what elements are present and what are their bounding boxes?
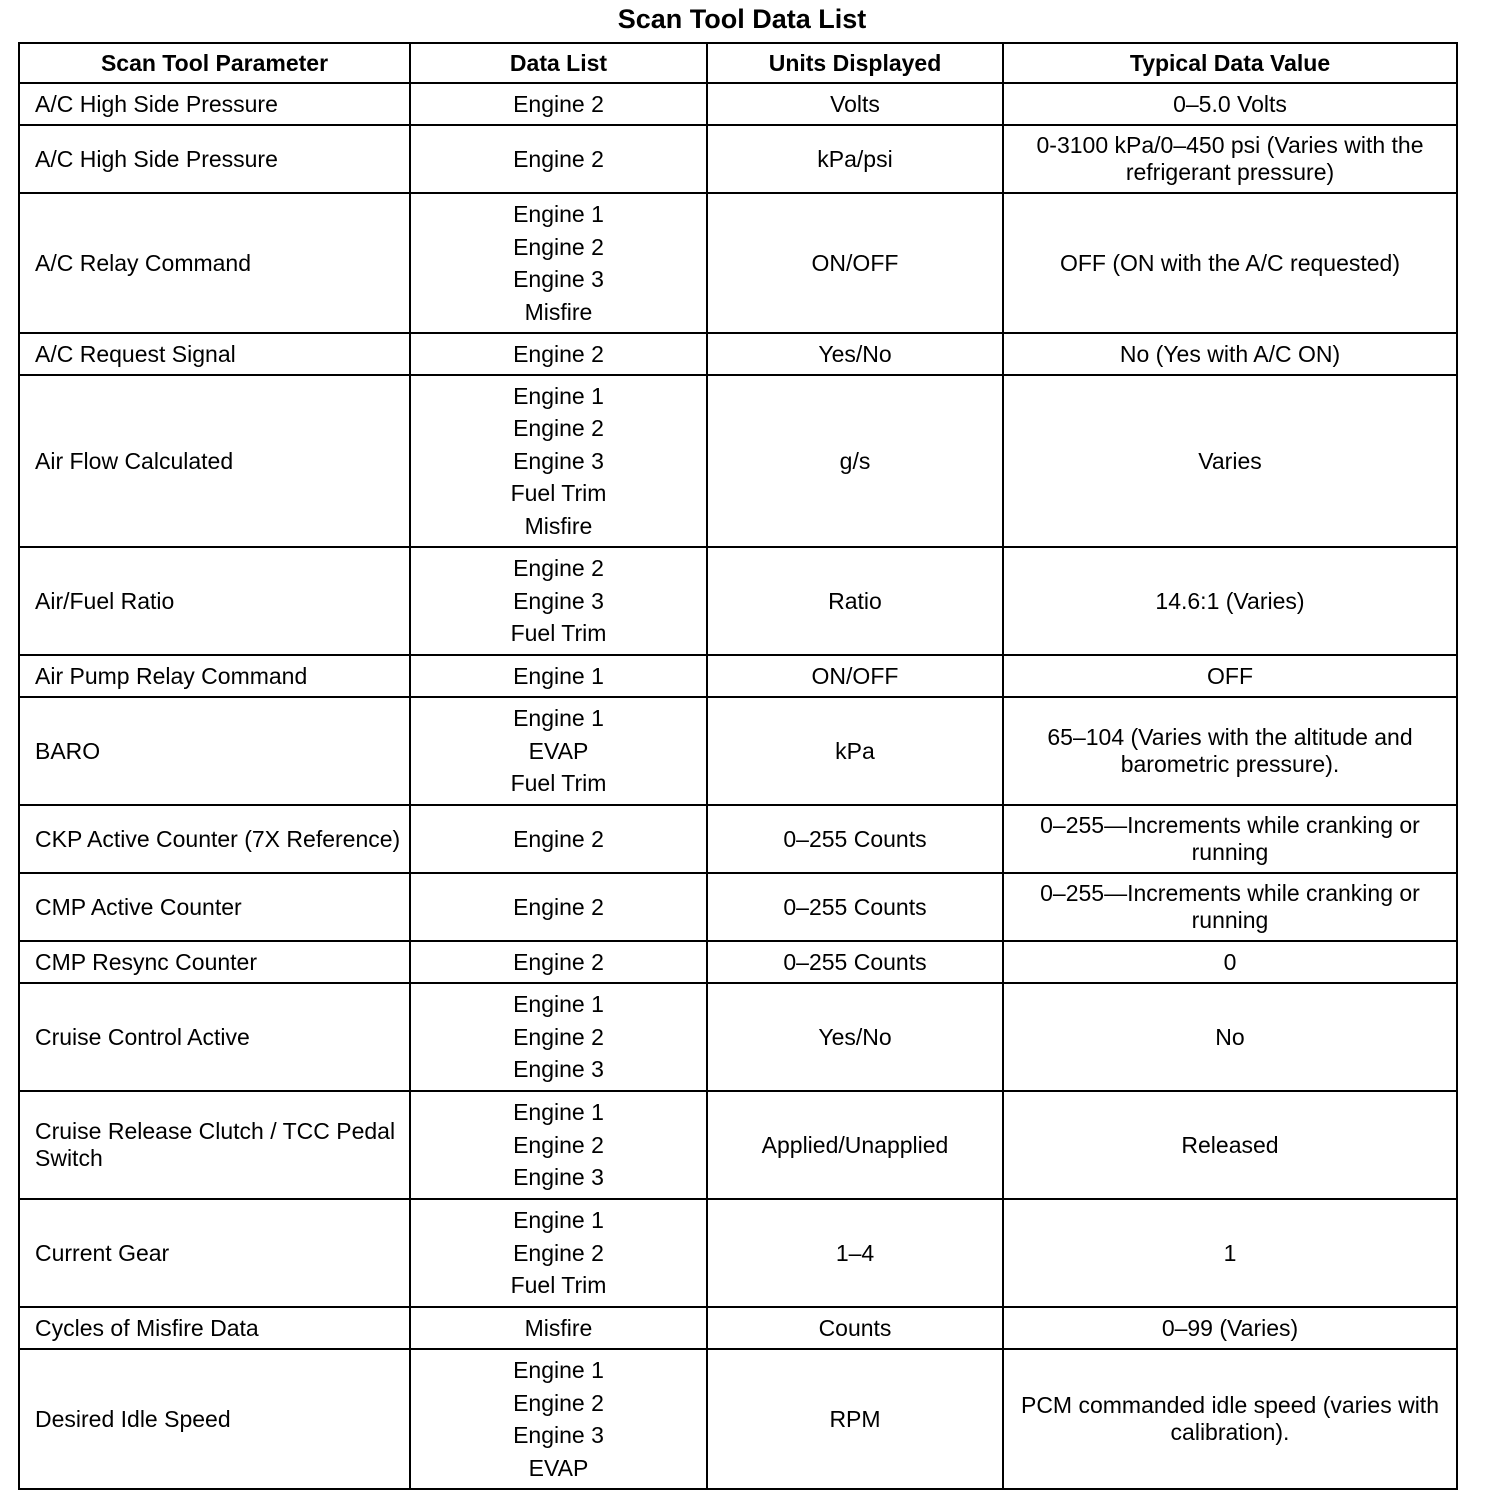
data-list-item: Engine 1	[513, 1207, 604, 1234]
units-cell: kPa/psi	[707, 125, 1003, 193]
typical-value-cell: 0–5.0 Volts	[1003, 83, 1457, 125]
parameter-cell: Cycles of Misfire Data	[19, 1307, 410, 1349]
parameter-cell: CMP Active Counter	[19, 873, 410, 941]
data-list-item: Engine 2	[513, 145, 604, 172]
typical-value-cell: No	[1003, 983, 1457, 1091]
data-list-item: Engine 2	[513, 948, 604, 975]
typical-value-cell: 0–255—Increments while cranking or running	[1003, 873, 1457, 941]
data-list-item: Engine 3	[513, 1056, 604, 1083]
scan-tool-data-table	[18, 42, 1458, 1490]
data-list-item: Engine 1	[513, 1099, 604, 1126]
units-cell: Counts	[707, 1307, 1003, 1349]
units-cell: RPM	[707, 1349, 1003, 1489]
table-row	[19, 193, 1457, 333]
header-typical-data-value: Typical Data Value	[1003, 43, 1457, 83]
typical-value-cell: Varies	[1003, 375, 1457, 547]
typical-value-cell: PCM commanded idle speed (varies with calibration).	[1003, 1349, 1457, 1489]
table-row	[19, 873, 1457, 941]
typical-value-cell: 0	[1003, 941, 1457, 983]
parameter-cell: Cruise Release Clutch / TCC Pedal Switch	[19, 1091, 410, 1199]
units-cell: 0–255 Counts	[707, 873, 1003, 941]
data-list-item: Engine 2	[513, 555, 604, 582]
header-units-displayed: Units Displayed	[707, 43, 1003, 83]
header-scan-tool-parameter: Scan Tool Parameter	[19, 43, 410, 83]
typical-value-cell: 0–255—Increments while cranking or running	[1003, 805, 1457, 873]
table-body	[19, 83, 1457, 1489]
data-list-cell	[410, 1349, 707, 1489]
units-cell: 0–255 Counts	[707, 805, 1003, 873]
table-row	[19, 983, 1457, 1091]
parameter-cell: Desired Idle Speed	[19, 1349, 410, 1489]
units-cell: Yes/No	[707, 333, 1003, 375]
data-list-cell	[410, 375, 707, 547]
data-list-cell	[410, 1091, 707, 1199]
data-list-item: Fuel Trim	[510, 1272, 607, 1299]
typical-value-cell: OFF (ON with the A/C requested)	[1003, 193, 1457, 333]
table-row	[19, 1199, 1457, 1307]
data-list-item: Engine 1	[513, 705, 604, 732]
typical-value-cell: No (Yes with A/C ON)	[1003, 333, 1457, 375]
data-list-item: Engine 2	[513, 825, 604, 852]
data-list-item: Engine 2	[513, 1023, 604, 1050]
data-list-cell	[410, 83, 707, 125]
units-cell: Volts	[707, 83, 1003, 125]
data-list-cell	[410, 941, 707, 983]
data-list-cell	[410, 697, 707, 805]
data-list-item: Engine 2	[513, 340, 604, 367]
data-list-cell	[410, 983, 707, 1091]
units-cell: 1–4	[707, 1199, 1003, 1307]
data-list-cell	[410, 333, 707, 375]
table-row	[19, 1349, 1457, 1489]
table-row	[19, 83, 1457, 125]
typical-value-cell: OFF	[1003, 655, 1457, 697]
data-list-item: Misfire	[524, 512, 593, 539]
data-list-item: Fuel Trim	[510, 620, 607, 647]
typical-value-cell: 1	[1003, 1199, 1457, 1307]
parameter-cell: Current Gear	[19, 1199, 410, 1307]
data-list-cell	[410, 1307, 707, 1349]
data-list-cell	[410, 873, 707, 941]
data-list-item: Engine 3	[513, 266, 604, 292]
data-list-item: Misfire	[524, 298, 593, 325]
units-cell: 0–255 Counts	[707, 941, 1003, 983]
data-list-item: Engine 1	[513, 991, 604, 1018]
units-cell: ON/OFF	[707, 655, 1003, 697]
data-list-item: Engine 3	[513, 1422, 604, 1448]
table-row	[19, 697, 1457, 805]
table-row	[19, 333, 1457, 375]
units-cell: g/s	[707, 375, 1003, 547]
table-row	[19, 805, 1457, 873]
page-title: Scan Tool Data List	[617, 4, 867, 34]
parameter-cell: A/C Request Signal	[19, 333, 410, 375]
table-row	[19, 547, 1457, 655]
table-row	[19, 655, 1457, 697]
parameter-cell: BARO	[19, 697, 410, 805]
table-row	[19, 125, 1457, 193]
data-list-item: Engine 2	[513, 1131, 604, 1158]
data-list-item: EVAP	[528, 737, 589, 764]
data-list-item: Engine 3	[513, 1164, 604, 1191]
data-list-cell	[410, 193, 707, 333]
data-list-item: Engine 1	[513, 1357, 604, 1383]
parameter-cell: A/C Relay Command	[19, 193, 410, 333]
data-list-cell	[410, 655, 707, 697]
units-cell: kPa	[707, 697, 1003, 805]
data-list-cell	[410, 1199, 707, 1307]
typical-value-cell: 0–99 (Varies)	[1003, 1307, 1457, 1349]
table-row	[19, 1307, 1457, 1349]
parameter-cell: Air Pump Relay Command	[19, 655, 410, 697]
typical-value-cell: 14.6:1 (Varies)	[1003, 547, 1457, 655]
data-list-item: Engine 1	[513, 662, 604, 689]
data-list-item: Engine 3	[513, 447, 604, 474]
table-row	[19, 375, 1457, 547]
units-cell: Applied/Unapplied	[707, 1091, 1003, 1199]
data-list-item: Engine 3	[513, 587, 604, 614]
data-list-item: Misfire	[524, 1314, 593, 1341]
parameter-cell: CKP Active Counter (7X Reference)	[19, 805, 410, 873]
data-list-item: Engine 2	[513, 415, 604, 442]
data-list-item: Engine 2	[513, 233, 604, 260]
data-list-item: Engine 2	[513, 1389, 604, 1416]
parameter-cell: Air/Fuel Ratio	[19, 547, 410, 655]
parameter-cell: Cruise Control Active	[19, 983, 410, 1091]
typical-value-cell: 65–104 (Varies with the altitude and barometric pressure).	[1003, 697, 1457, 805]
data-list-item: Fuel Trim	[510, 480, 607, 507]
header-data-list: Data List	[410, 43, 707, 83]
units-cell: ON/OFF	[707, 193, 1003, 333]
data-list-item: Fuel Trim	[510, 770, 607, 797]
data-list-item: Engine 2	[513, 90, 604, 117]
parameter-cell: A/C High Side Pressure	[19, 125, 410, 193]
table-row	[19, 1091, 1457, 1199]
table-header-row	[19, 43, 1457, 83]
data-list-item: Engine 2	[513, 893, 604, 920]
parameter-cell: A/C High Side Pressure	[19, 83, 410, 125]
data-list-item: Engine 1	[513, 382, 604, 409]
table-row	[19, 941, 1457, 983]
data-list-cell	[410, 547, 707, 655]
typical-value-cell: Released	[1003, 1091, 1457, 1199]
typical-value-cell: 0-3100 kPa/0–450 psi (Varies with the refrigerant pressure)	[1003, 125, 1457, 193]
parameter-cell: Air Flow Calculated	[19, 375, 410, 547]
data-list-cell	[410, 125, 707, 193]
data-list-item: EVAP	[528, 1454, 589, 1481]
units-cell: Ratio	[707, 547, 1003, 655]
data-list-item: Engine 2	[513, 1239, 604, 1266]
parameter-cell: CMP Resync Counter	[19, 941, 410, 983]
data-list-item: Engine 1	[513, 201, 604, 227]
units-cell: Yes/No	[707, 983, 1003, 1091]
data-list-cell	[410, 805, 707, 873]
